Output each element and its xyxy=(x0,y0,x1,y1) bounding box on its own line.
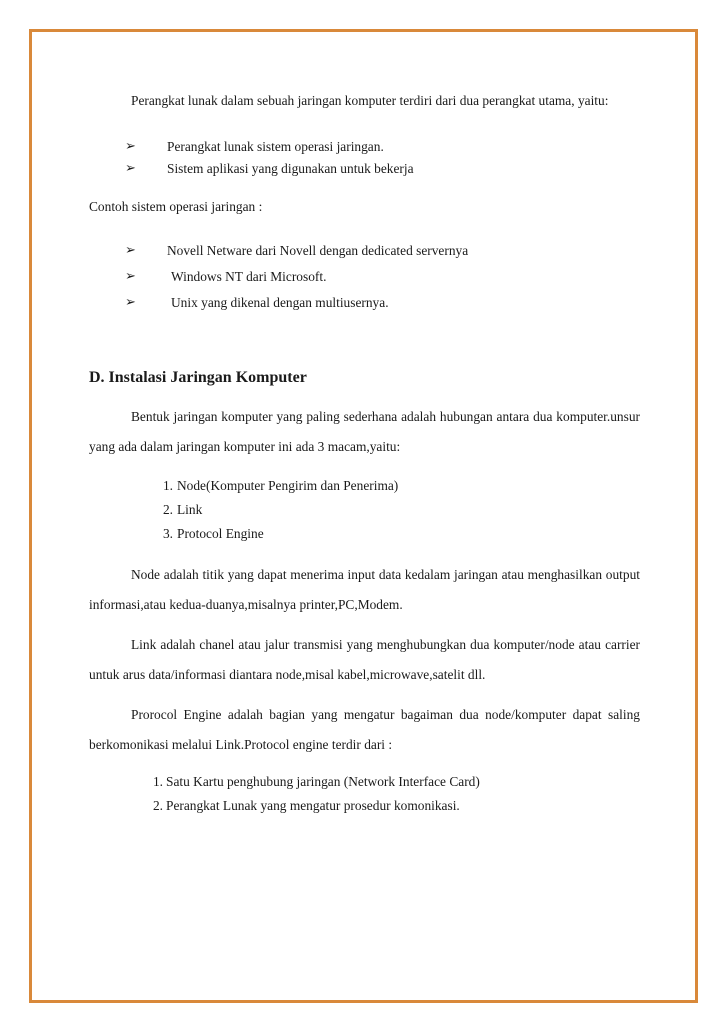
paragraph-intro-network: Bentuk jaringan komputer yang paling sederhana adalah hubungan antara dua komputer.unsur yang ada dalam jaringan komputer ini ada 3 macam,yaitu: xyxy=(89,409,640,454)
list-item xyxy=(89,238,640,264)
paragraph-node: Node adalah titik yang dapat menerima input data kedalam jaringan atau menghasilkan output informasi,atau kedua-duanya,misalnya printer,PC,Modem. xyxy=(89,567,640,612)
list-number: 2. xyxy=(152,798,163,813)
list-item-text: Perangkat lunak sistem operasi jaringan. xyxy=(167,139,384,154)
list-item-text: Satu Kartu penghubung jaringan (Network Interface Card) xyxy=(166,774,480,789)
list-item-text: Protocol Engine xyxy=(177,526,264,541)
list-item xyxy=(89,794,640,818)
list-number: 3. xyxy=(162,526,173,541)
list-item-text: Windows NT dari Microsoft. xyxy=(171,269,327,284)
list-item xyxy=(89,290,640,316)
arrow-bullet-icon: ➢ xyxy=(125,243,136,258)
list-item xyxy=(89,522,640,546)
list-number: 2. xyxy=(162,502,173,517)
list-item xyxy=(89,136,640,158)
list-item-text: Sistem aplikasi yang digunakan untuk bekerja xyxy=(167,161,414,176)
arrow-bullet-icon: ➢ xyxy=(125,161,136,176)
list-item-text: Perangkat Lunak yang mengatur prosedur komonikasi. xyxy=(166,798,460,813)
list-item-text: Node(Komputer Pengirim dan Penerima) xyxy=(177,478,399,493)
paragraph-link: Link adalah chanel atau jalur transmisi yang menghubungkan dua komputer/node atau carrier untuk arus data/informasi diantara node,misal kabel,microwave,satelit dll. xyxy=(89,637,640,682)
list-item-text: Link xyxy=(177,502,203,517)
list-item-text: Novell Netware dari Novell dengan dedicated servernya xyxy=(167,243,469,258)
document-body xyxy=(89,86,640,818)
list-item xyxy=(89,264,640,290)
examples-label: Contoh sistem operasi jaringan : xyxy=(89,199,263,214)
list-item xyxy=(89,158,640,180)
list-number: 1. xyxy=(162,478,173,493)
examples-list xyxy=(89,238,640,316)
list-item xyxy=(89,770,640,794)
arrow-bullet-icon: ➢ xyxy=(125,295,136,310)
list-item-text: Unix yang dikenal dengan multiusernya. xyxy=(171,295,389,310)
section-heading: D. Instalasi Jaringan Komputer xyxy=(89,369,307,386)
arrow-bullet-icon: ➢ xyxy=(125,139,136,154)
intro-paragraph: Perangkat lunak dalam sebuah jaringan komputer terdiri dari dua perangkat utama, yaitu: xyxy=(131,93,609,108)
software-list xyxy=(89,136,640,180)
protocol-components-list xyxy=(89,770,640,818)
list-item xyxy=(89,474,640,498)
arrow-bullet-icon: ➢ xyxy=(125,269,136,284)
paragraph-protocol-engine: Prorocol Engine adalah bagian yang mengatur bagaiman dua node/komputer dapat saling berkomonikasi melalui Link.Protocol engine terdir dari : xyxy=(89,707,640,752)
list-number: 1. xyxy=(152,774,163,789)
elements-list xyxy=(89,474,640,546)
list-item xyxy=(89,498,640,522)
